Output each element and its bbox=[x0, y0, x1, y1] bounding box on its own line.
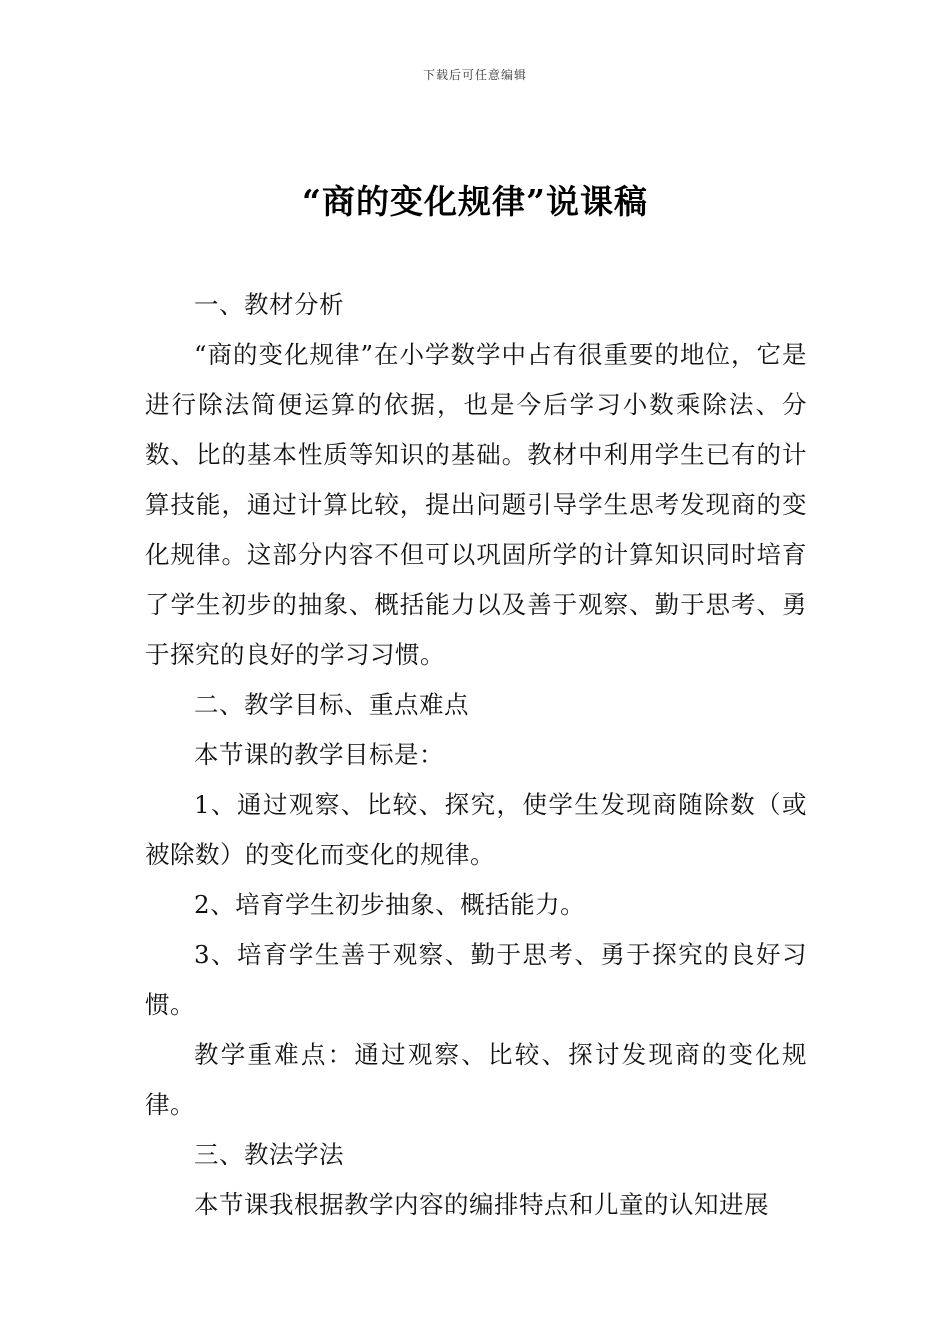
objective-item-2: 2、培育学生初步抽象、概括能力。 bbox=[194, 890, 586, 919]
document-title: “商的变化规律”说课稿 bbox=[302, 182, 648, 221]
section-heading-textbook-analysis: 一、教材分析 bbox=[194, 290, 344, 319]
section-heading-objectives: 二、教学目标、重点难点 bbox=[194, 690, 469, 719]
paragraph-methods: 本节课我根据教学内容的编排特点和儿童的认知进展 bbox=[194, 1190, 769, 1219]
paragraph-key-difficulties: 教学重难点：通过观察、比较、探讨发现商的变化规律。 bbox=[145, 1040, 807, 1119]
section-heading-methods: 三、教法学法 bbox=[194, 1140, 344, 1169]
objective-item-1: 1、通过观察、比较、探究，使学生发现商随除数（或被除数）的变化而变化的规律。 bbox=[145, 790, 807, 869]
document-body bbox=[145, 280, 807, 1230]
paragraph-objectives-intro: 本节课的教学目标是： bbox=[194, 740, 444, 769]
header-note: 下载后可任意编辑 bbox=[422, 68, 527, 82]
paragraph-textbook-analysis: “商的变化规律”在小学数学中占有很重要的地位，它是进行除法简便运算的依据，也是今后学习小数乘除法、分数、比的基本性质等知识的基础。教材中利用学生已有的计算技能，通过计算比较，提出问题引导学生思考发现商的变化规律。这部分内容不但可以巩固所学的计算知识同时培育了学生初步的抽象、概括能力以及善于观察、勤于思考、勇于探究的良好的学习习惯。 bbox=[145, 340, 807, 669]
objective-item-3: 3、培育学生善于观察、勤于思考、勇于探究的良好习惯。 bbox=[145, 940, 807, 1019]
